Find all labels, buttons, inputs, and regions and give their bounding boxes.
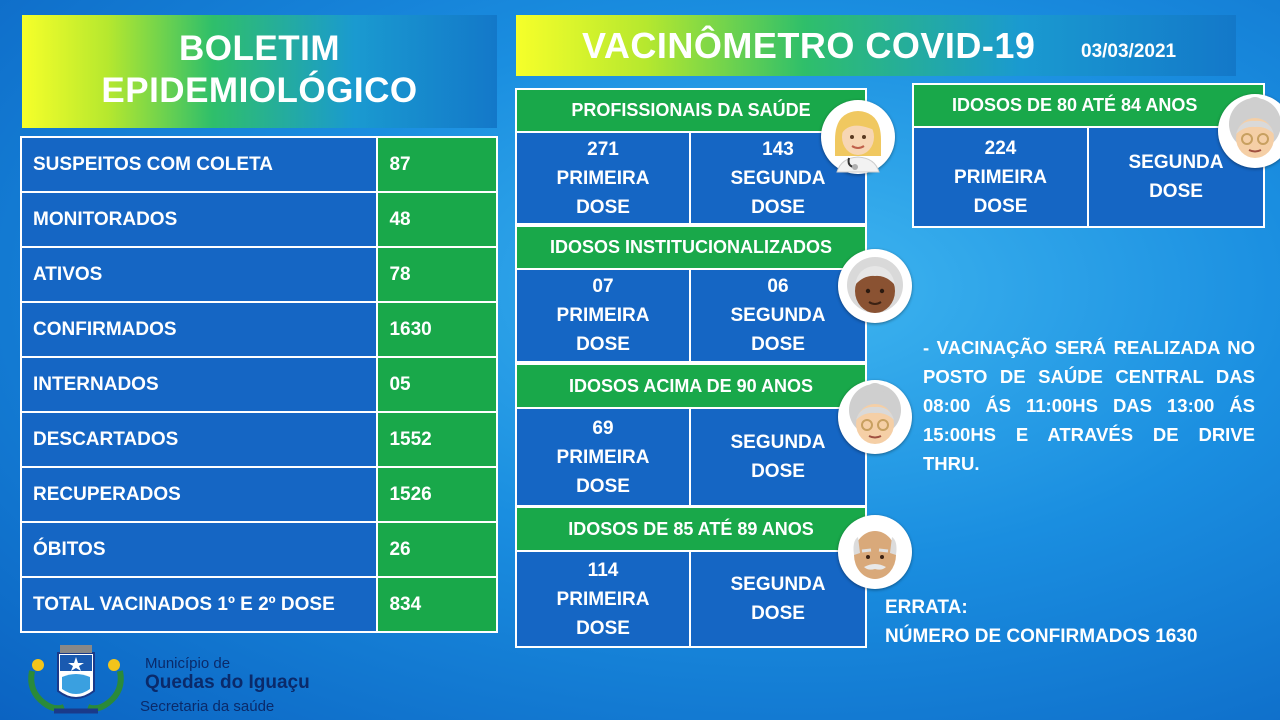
primeira-dose-cell bbox=[515, 270, 691, 363]
table-row bbox=[21, 192, 497, 247]
segunda-label: SEGUNDA bbox=[730, 574, 826, 595]
footer-municipio: Município de bbox=[145, 655, 231, 672]
vacinometro-date: 03/03/2021 bbox=[1081, 41, 1177, 62]
dose-label: DOSE bbox=[751, 196, 805, 218]
card-idosos-80-84 bbox=[912, 83, 1265, 228]
primeira-dose-count: 07 bbox=[592, 276, 614, 297]
table-row bbox=[21, 302, 497, 357]
card-idosos-acima-90 bbox=[515, 363, 867, 507]
segunda-dose-count: 143 bbox=[762, 138, 794, 160]
primeira-label: PRIMEIRA bbox=[954, 166, 1047, 188]
primeira-dose-cell bbox=[912, 128, 1089, 228]
boletim-title-line1: BOLETIM bbox=[179, 29, 340, 68]
vaccination-note: - VACINAÇÃO SERÁ REALIZADA NO POSTO DE SAÚDE CENTRAL DAS 08:00 ÁS 11:00HS DAS 13:00 ÁS 15:00HS E ATRAVÉS DE DRIVE THRU. bbox=[923, 337, 1255, 474]
primeira-dose-count: 271 bbox=[587, 138, 619, 160]
segunda-label: SEGUNDA bbox=[730, 167, 826, 189]
stat-value: 87 bbox=[377, 137, 497, 192]
card-idosos-institucionalizados bbox=[515, 225, 867, 363]
table-row bbox=[21, 577, 497, 632]
grandpa-face-icon bbox=[838, 515, 912, 589]
dose-label: DOSE bbox=[751, 334, 805, 355]
footer-secretaria: Secretaria da saúde bbox=[140, 698, 275, 715]
table-row bbox=[21, 412, 497, 467]
footer-city-name: Quedas do Iguaçu bbox=[145, 672, 310, 693]
grandma-face-icon bbox=[838, 380, 912, 454]
errata-title: ERRATA: bbox=[885, 597, 968, 618]
boletim-title-line2: EPIDEMIOLÓGICO bbox=[101, 71, 418, 110]
dose-label: DOSE bbox=[973, 195, 1028, 217]
table-row bbox=[21, 137, 497, 192]
stat-label: ÓBITOS bbox=[21, 522, 377, 577]
vacinometro-banner bbox=[516, 15, 1236, 76]
dose-label: DOSE bbox=[1149, 181, 1203, 202]
stat-label: DESCARTADOS bbox=[21, 412, 377, 467]
errata-text: NÚMERO DE CONFIRMADOS 1630 bbox=[885, 626, 1198, 647]
card-title: IDOSOS DE 80 ATÉ 84 ANOS bbox=[912, 83, 1265, 128]
primeira-label: PRIMEIRA bbox=[556, 167, 650, 189]
grandma-face-icon bbox=[1218, 94, 1280, 168]
card-idosos-85-89 bbox=[515, 506, 867, 648]
segunda-label: SEGUNDA bbox=[1128, 152, 1224, 173]
primeira-dose-count: 69 bbox=[592, 417, 614, 439]
segunda-label: SEGUNDA bbox=[730, 432, 826, 453]
stat-value: 78 bbox=[377, 247, 497, 302]
card-title: PROFISSIONAIS DA SAÚDE bbox=[515, 88, 867, 133]
segunda-dose-count: 06 bbox=[767, 276, 789, 297]
stat-value: 26 bbox=[377, 522, 497, 577]
primeira-dose-count: 224 bbox=[984, 137, 1017, 159]
vacinometro-title: VACINÔMETRO COVID-19 bbox=[582, 25, 1036, 66]
primeira-label: PRIMEIRA bbox=[556, 305, 650, 326]
primeira-dose-count: 114 bbox=[587, 559, 619, 581]
primeira-label: PRIMEIRA bbox=[556, 588, 650, 610]
city-crest-logo bbox=[24, 641, 128, 717]
dose-label: DOSE bbox=[751, 461, 805, 482]
dose-label: DOSE bbox=[576, 617, 630, 639]
primeira-label: PRIMEIRA bbox=[556, 446, 650, 468]
primeira-dose-cell bbox=[515, 552, 691, 648]
elder-dark-face-icon bbox=[838, 249, 912, 323]
stat-label: INTERNADOS bbox=[21, 357, 377, 412]
table-row bbox=[21, 522, 497, 577]
card-profissionais-saude bbox=[515, 88, 867, 225]
stat-value: 1526 bbox=[377, 467, 497, 522]
dose-label: DOSE bbox=[576, 334, 630, 355]
doctor-face-icon bbox=[821, 100, 895, 174]
stat-value: 1552 bbox=[377, 412, 497, 467]
primeira-dose-cell bbox=[515, 409, 691, 507]
stat-label: SUSPEITOS COM COLETA bbox=[21, 137, 377, 192]
boletim-banner bbox=[22, 15, 497, 128]
dose-label: DOSE bbox=[576, 475, 630, 497]
stat-label: ATIVOS bbox=[21, 247, 377, 302]
table-row bbox=[21, 357, 497, 412]
stat-label: TOTAL VACINADOS 1º E 2º DOSE bbox=[21, 577, 377, 632]
dose-label: DOSE bbox=[751, 603, 805, 624]
card-title: IDOSOS DE 85 ATÉ 89 ANOS bbox=[515, 506, 867, 552]
table-row bbox=[21, 247, 497, 302]
stat-label: RECUPERADOS bbox=[21, 467, 377, 522]
errata-block bbox=[885, 593, 1198, 651]
primeira-dose-cell bbox=[515, 133, 691, 225]
stat-label: CONFIRMADOS bbox=[21, 302, 377, 357]
stat-value: 834 bbox=[377, 577, 497, 632]
card-title: IDOSOS ACIMA DE 90 ANOS bbox=[515, 363, 867, 409]
card-title: IDOSOS INSTITUCIONALIZADOS bbox=[515, 225, 867, 270]
table-row bbox=[21, 467, 497, 522]
stat-label: MONITORADOS bbox=[21, 192, 377, 247]
stats-table bbox=[20, 136, 498, 633]
stat-value: 1630 bbox=[377, 302, 497, 357]
stat-value: 48 bbox=[377, 192, 497, 247]
dose-label: DOSE bbox=[576, 196, 630, 218]
segunda-label: SEGUNDA bbox=[730, 305, 826, 326]
stat-value: 05 bbox=[377, 357, 497, 412]
